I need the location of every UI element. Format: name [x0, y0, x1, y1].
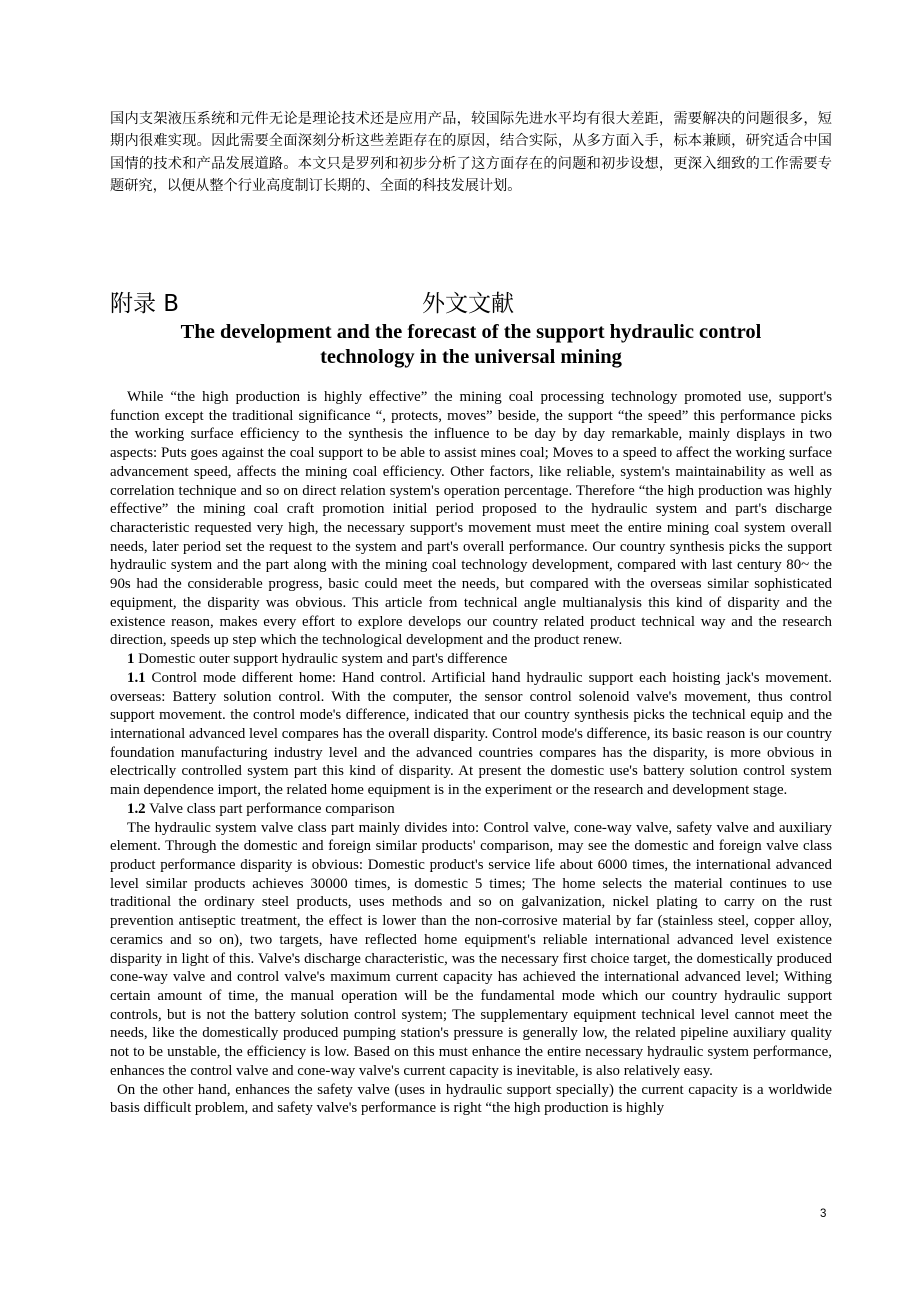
body-paragraph-intro: While “the high production is highly effective” the mining coal processing technology promoted use, support's function except the traditional significance “, protects, moves” beside, the support “the speed” this performance picks the working surface efficiency to the synthesis the influence to be day by day remarkable, mainly displays in two aspects: Puts goes against the coal support to be able to assist mines coal; Moves to a speed to affect the working surface advancement speed, affects the mining coal efficiency. Other factors, like reliable, system's maintainability as well as correlation technique and so on direct relation system's operation percentage. Therefore “the high production was highly effective” the mining coal craft promotion initial period proposed to the hydraulic system and part's discharge characteristic requested very high, the necessary support's movement must meet the entire mining coal system overall needs, later period set the request to the system and part's overall performance. Our country synthesis picks the support hydraulic system and the part along with the mining coal technology development, compared with last century 80~ the 90s had the considerable progress, basic could meet the needs, but compared with the overseas similar sophisticated equipment, the disparity was obvious. This article from technical angle multianalysis this kind of disparity and the existence reason, makes every effort to explore develops our country related product technical way and the research direction, speeds up step which the technological development and the product renew.	[110, 389, 832, 649]
section-1-2-number: 1.2	[127, 800, 146, 817]
body-paragraph-safety-valve: On the other hand, enhances the safety valve (uses in hydraulic support specially) the current capacity is a worldwide basis difficult problem, and safety valve's performance is right “the high production is highly	[110, 1081, 832, 1117]
section-1-1-number: 1.1	[127, 669, 146, 686]
appendix-heading	[110, 285, 832, 319]
appendix-title: 外文文献	[422, 291, 514, 317]
section-1-heading	[110, 650, 832, 669]
article-title	[110, 320, 832, 370]
article-title-line-1: The development and the forecast of the support hydraulic control	[180, 321, 762, 343]
section-1-1-paragraph	[110, 669, 832, 800]
chinese-paragraph: 国内支架液压系统和元件无论是理论技术还是应用产品，较国际先进水平均有很大差距，需要解决的问题很多，短期内很难实现。因此需要全面深刻分析这些差距存在的原因，结合实际，从多方面入手，标本兼顾，研究适合中国国情的技术和产品发展道路。本文只是罗列和初步分析了这方面存在的问题和初步设想，更深入细致的工作需要专题研究，以便从整个行业高度制订长期的、全面的科技发展计划。	[110, 111, 832, 195]
appendix-label: 附录 B	[110, 291, 180, 317]
page-number: 3	[820, 1208, 827, 1220]
section-1-2-text: Valve class part performance comparison	[145, 800, 395, 817]
section-1-number: 1	[127, 651, 135, 668]
section-1-1-text: Control mode different home: Hand control. Artificial hand hydraulic support each hoisting jack's movement. overseas: Battery solution control. With the computer, the sensor control solenoid valve's movement, thus control support movement. the control mode's difference, indicated that our country synthesis picks the technical equip and the international advanced level compares has the overall disparity. Control mode's difference, its basic reason is our country foundation manufacturing industry level and the advanced countries compares has the disparity, is more obvious in electrically controlled system part this kind of disparity. At present the domestic use's battery solution control system main dependence import, the related home equipment is in the experiment or the research and development stage.	[110, 669, 832, 799]
section-1-text: Domestic outer support hydraulic system and part's difference	[134, 651, 508, 668]
section-1-2-heading	[110, 800, 832, 819]
body-paragraph-valves: The hydraulic system valve class part mainly divides into: Control valve, cone-way valve, safety valve and auxiliary element. Through the domestic and foreign similar products' comparison, may see the domestic and foreign valve class product performance disparity is obvious: Domestic product's service life about 6000 times, the international advanced level similar products achieves 30000 times, is domestic 5 times; The home selects the material continues to use traditional the ordinary steel products, uses methods and so on galvanization, nickel plating to carry on the rust prevention antiseptic treatment, the effect is lower than the non-corrosive material by far (stainless steel, copper alloy, ceramics and so on), two targets, have reflected home equipment's reliable international advanced level existence disparity in light of this. Valve's discharge characteristic, was the necessary first choice target, the domestically produced cone-way valve and control valve's maximum current capacity has achieved the international advanced level; Withing certain amount of time, the manual operation will be the fundamental mode which our country hydraulic support controls, but is not the battery solution control system; The supplementary equipment technical level cannot meet the needs, like the domestically produced pumping station's pressure is generally low, the related pipeline auxiliary quality not to be unstable, the efficiency is low. Based on this must enhance the entire necessary hydraulic system performance, enhances the control valve and cone-way valve's current capacity is inevitable, is also relatively easy.	[110, 819, 832, 1079]
article-title-line-2: technology in the universal mining	[320, 346, 622, 368]
article-body	[110, 388, 832, 1118]
